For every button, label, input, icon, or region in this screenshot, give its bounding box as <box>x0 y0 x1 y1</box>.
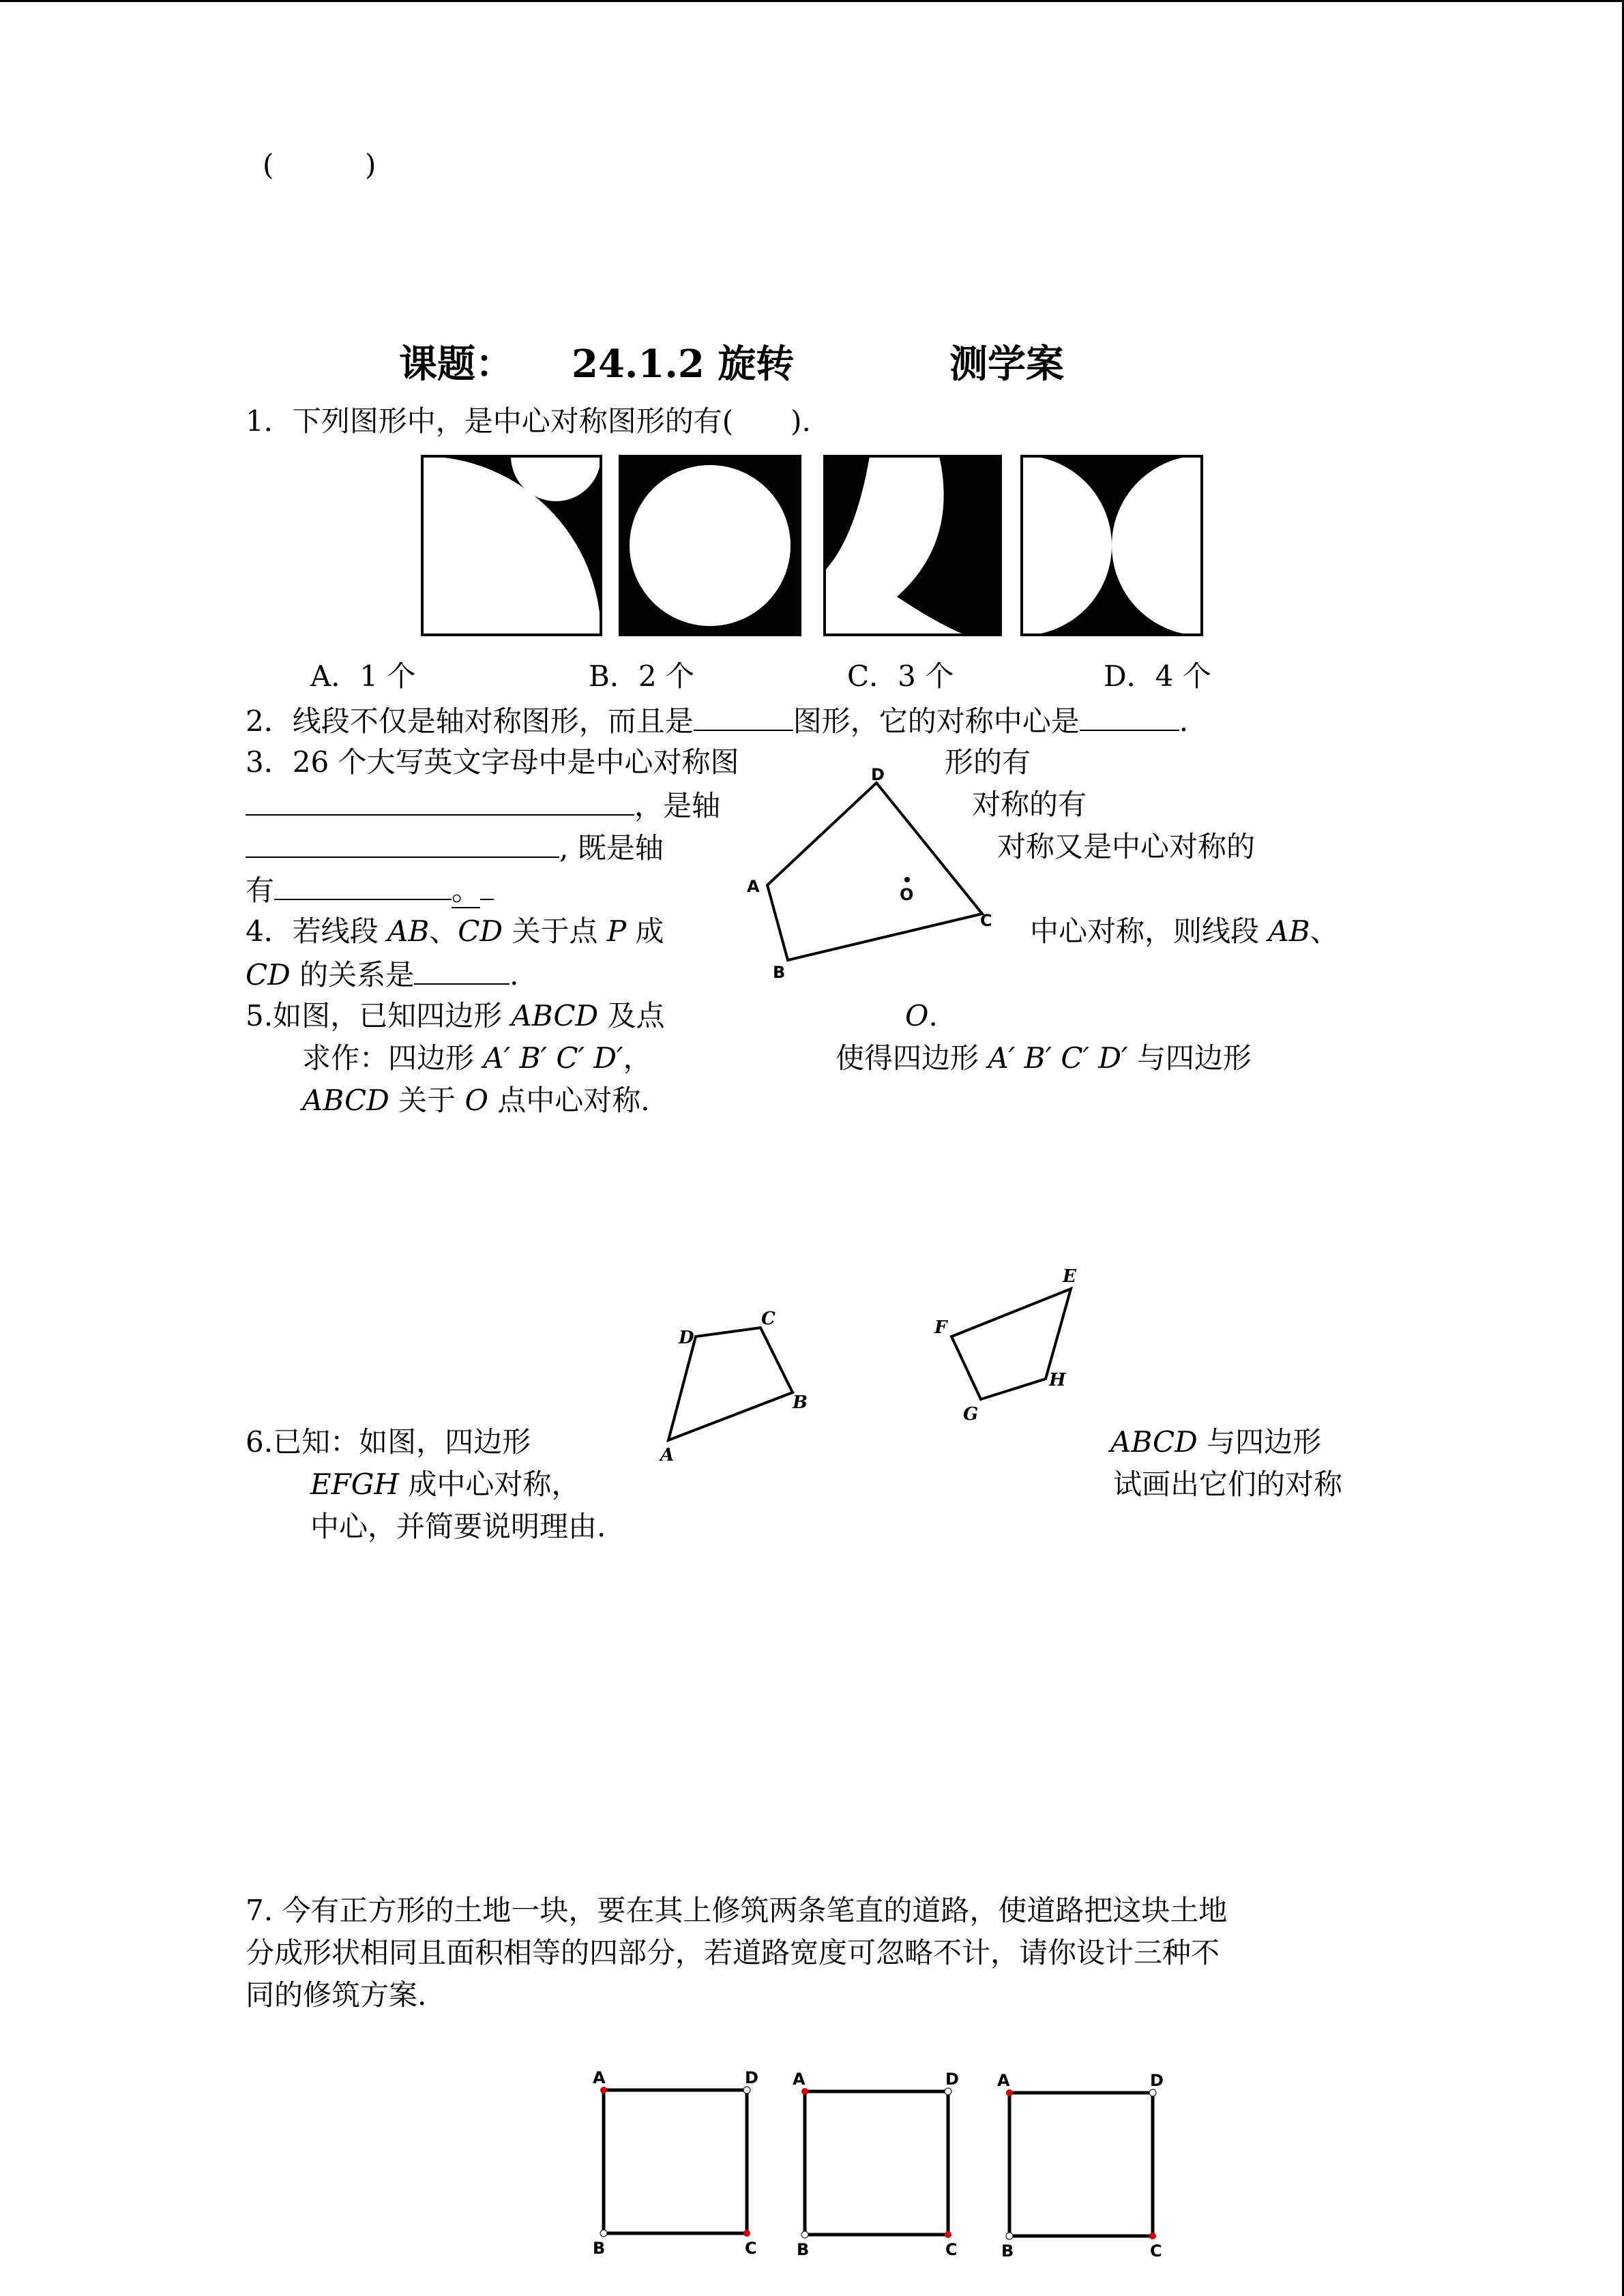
q6-label-d: D <box>679 1328 694 1348</box>
q3-line4-end: 。 <box>452 874 481 907</box>
q7-s2-label-a: A <box>793 2070 806 2089</box>
q1-figure-3 <box>825 456 1001 635</box>
q7-s2-label-b: B <box>797 2240 810 2259</box>
q7-line3: 同的修筑方案. <box>246 1978 427 2012</box>
header-paren-left: ( <box>263 148 274 181</box>
q3-line4 <box>246 869 494 911</box>
q7-s1-label-a: A <box>593 2068 606 2087</box>
q3-line2 <box>246 784 720 826</box>
q5-line3: ABCD 关于 O 点中心对称. <box>302 1084 650 1117</box>
q4-line1-left: 4．若线段 AB、CD 关于点 P 成 <box>246 914 664 948</box>
q1-option-b: B．2 个 <box>589 659 694 693</box>
q7-s1-label-b: B <box>593 2239 606 2258</box>
q5-label-o: O <box>900 885 914 904</box>
q7-s2-label-c: C <box>945 2240 958 2259</box>
q5-line2-left: 求作：四边形 A′ B′ C′ D′， <box>302 1041 652 1075</box>
q3-line3a: , 既是轴 <box>559 831 664 865</box>
q1-option-a: A．1 个 <box>310 659 416 693</box>
q6-quad-abcd <box>658 1309 808 1465</box>
q2-text-b: 图形，它的对称中心是 <box>793 704 1080 738</box>
title-prefix: 课题： <box>399 342 514 387</box>
q7-s1-label-d: D <box>745 2068 758 2087</box>
q6-figure <box>648 1262 1098 1466</box>
q3-line1a: 3．26 个大写英文字母中是中心对称图 <box>246 745 739 779</box>
q7-s3-label-a: A <box>997 2071 1010 2090</box>
q7-s3-label-d: D <box>1150 2071 1164 2090</box>
q7-line1: 7. 今有正方形的土地一块，要在其上修筑两条笔直的道路，使道路把这块土地 <box>246 1894 1228 1927</box>
q4-line1-right: 中心对称，则线段 AB、 <box>1030 914 1339 948</box>
q3-blank-3[interactable] <box>274 869 452 900</box>
q6-line3: 中心，并简要说明理由. <box>310 1510 606 1543</box>
q6-label-h: H <box>1049 1370 1066 1390</box>
title-code: 24.1.2 旋转 <box>572 342 795 387</box>
q6-line2-right: 试画出它们的对称 <box>1113 1467 1343 1501</box>
q6-label-e: E <box>1063 1266 1076 1287</box>
q6-label-a: A <box>660 1445 675 1465</box>
q7-square-1 <box>593 2068 758 2258</box>
q6-label-b: B <box>793 1392 808 1413</box>
q6-line2-left: EFGH 成中心对称， <box>310 1467 580 1501</box>
q5-figure <box>740 765 999 989</box>
q1-stem: 1．下列图形中，是中心对称图形的有( ). <box>246 404 811 438</box>
q7-s2-label-d: D <box>945 2070 959 2089</box>
q7-s3-label-c: C <box>1150 2241 1162 2261</box>
q5-line2-right: 使得四边形 A′ B′ C′ D′ 与四边形 <box>836 1041 1252 1075</box>
q2-blank-2[interactable] <box>1080 700 1179 731</box>
q7-s1-label-c: C <box>745 2239 757 2258</box>
q4-line2: CD 的关系是 . <box>246 953 519 996</box>
q7-line2: 分成形状相同且面积相等的四部分，若道路宽度可忽略不计，请你设计三种不 <box>246 1936 1220 1969</box>
q6-line1-right: ABCD 与四边形 <box>1110 1425 1322 1459</box>
q1-option-d: D．4 个 <box>1104 659 1211 693</box>
q3-blank-2[interactable] <box>246 826 559 858</box>
q5-label-c: C <box>980 911 992 930</box>
top-border <box>0 0 1624 2</box>
q7-figure <box>587 2063 1173 2267</box>
q1-option-c: C．3 个 <box>847 659 954 693</box>
q6-label-g: G <box>963 1404 979 1425</box>
q7-square-3 <box>997 2071 1164 2261</box>
q3-line3 <box>246 826 664 869</box>
q2-text-a: 2．线段不仅是轴对称图形，而且是 <box>246 704 694 738</box>
q2-text-c: . <box>1179 704 1189 738</box>
q3-line2a: ，是轴 <box>634 789 721 822</box>
q4-blank[interactable] <box>414 953 510 985</box>
q6-label-c: C <box>761 1309 776 1329</box>
q3-line3b: 对称又是中心对称的 <box>997 830 1256 863</box>
q6-quad-efgh <box>934 1266 1077 1425</box>
q5-line1-right: O. <box>905 999 938 1032</box>
q5-label-d: D <box>871 765 885 784</box>
q2-blank-1[interactable] <box>694 700 793 731</box>
q5-line1-left: 5.如图，已知四边形 ABCD 及点 <box>246 999 665 1032</box>
q5-label-b: B <box>773 963 786 982</box>
q6-label-f: F <box>934 1317 947 1338</box>
q6-line1-left: 6.已知：如图，四边形 <box>246 1425 531 1459</box>
q3-line2b: 对称的有 <box>972 788 1087 821</box>
q2-line <box>246 700 1188 742</box>
q7-s3-label-b: B <box>1001 2241 1014 2261</box>
q5-label-a: A <box>747 877 760 896</box>
q3-line1b: 形的有 <box>945 745 1031 779</box>
q3-blank-1[interactable] <box>246 784 634 816</box>
q3-line4-prefix: 有 <box>246 874 275 907</box>
title-suffix: 测学案 <box>949 342 1064 387</box>
q1-figures <box>419 453 1211 644</box>
header-paren-right: ) <box>365 148 377 181</box>
q7-square-2 <box>793 2070 959 2259</box>
q1-figure-2 <box>620 456 800 635</box>
